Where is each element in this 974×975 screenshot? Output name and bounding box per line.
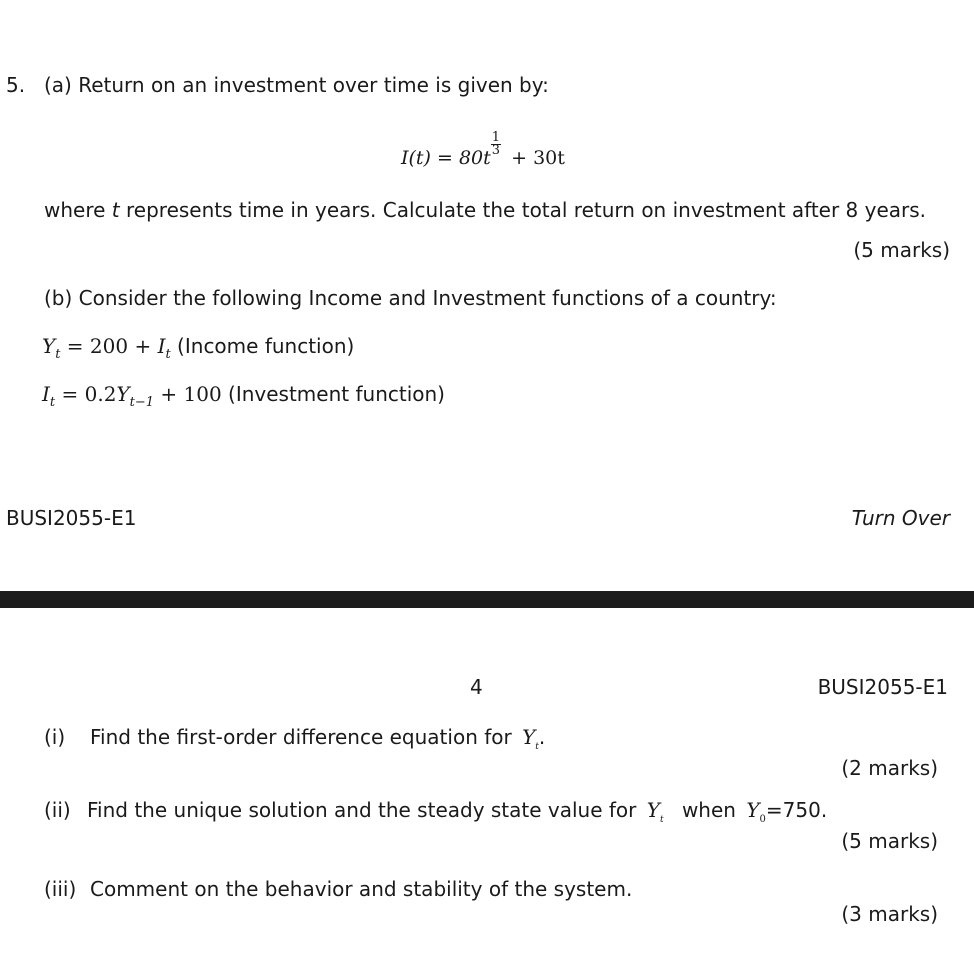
investment-y-sub: t−1	[129, 395, 155, 410]
equation-base: t	[483, 147, 491, 169]
header-course-code: BUSI2055-E1	[817, 675, 948, 699]
item-i-text	[90, 725, 545, 754]
item-i-var: Y	[522, 725, 536, 749]
footer-turn-over: Turn Over	[851, 506, 950, 530]
part-a-text-post: represents time in years. Calculate the total return on investment after 8 years.	[119, 198, 927, 222]
part-a-text-pre: where	[44, 198, 112, 222]
income-function	[42, 334, 354, 362]
item-ii-text	[87, 798, 827, 827]
item-i-body: Find the first-order difference equation for	[90, 725, 512, 749]
income-i: I	[157, 334, 166, 358]
item-i-sub: t	[535, 742, 539, 752]
income-y: Y	[42, 334, 56, 358]
part-a-text-var: t	[111, 198, 120, 222]
item-i-suffix: .	[538, 725, 546, 749]
item-ii-marks: (5 marks)	[841, 829, 938, 853]
item-iii-marks: (3 marks)	[841, 902, 938, 926]
income-mid: = 200 +	[60, 334, 158, 358]
exponent-numerator: 1	[491, 130, 501, 145]
equation-rhs: + 30t	[505, 147, 565, 169]
item-i-label: (i)	[44, 725, 66, 749]
income-i-sub: t	[165, 347, 171, 362]
item-ii-suffix: =750.	[765, 798, 828, 822]
investment-i: I	[42, 382, 50, 406]
item-iii-label: (iii)	[44, 877, 77, 901]
page-number: 4	[470, 675, 483, 699]
item-ii-sub: t	[659, 815, 664, 825]
part-a-marks: (5 marks)	[853, 238, 950, 262]
item-iii-text: Comment on the behavior and stability of the system.	[90, 877, 633, 901]
equation-exponent	[491, 132, 501, 157]
page-divider	[0, 591, 974, 608]
exponent-denominator: 3	[491, 143, 501, 158]
part-b-intro: (b) Consider the following Income and Investment functions of a country:	[44, 286, 777, 310]
item-ii-label: (ii)	[44, 798, 71, 822]
investment-i-sub: t	[49, 395, 56, 410]
investment-y: Y	[116, 382, 130, 406]
item-i-marks: (2 marks)	[841, 756, 938, 780]
income-label: (Income function)	[170, 334, 355, 358]
investment-tail: + 100	[154, 382, 222, 406]
item-ii-when: when	[681, 798, 736, 822]
investment-label: (Investment function)	[221, 382, 445, 406]
part-a-intro: (a) Return on an investment over time is given by:	[44, 73, 549, 97]
income-y-sub: t	[55, 347, 61, 362]
investment-mid: = 0.2	[55, 382, 117, 406]
return-equation	[401, 132, 565, 170]
item-ii-var2: Y	[746, 798, 760, 822]
question-number: 5.	[6, 73, 26, 97]
item-ii-var: Y	[646, 798, 660, 822]
part-a-text	[44, 198, 926, 222]
item-ii-body: Find the unique solution and the steady state value for	[87, 798, 637, 822]
investment-function	[42, 382, 445, 410]
equation-lhs: I(t) = 80	[401, 147, 484, 169]
footer-course-code: BUSI2055-E1	[6, 506, 137, 530]
item-ii-sub2: 0	[759, 814, 766, 825]
